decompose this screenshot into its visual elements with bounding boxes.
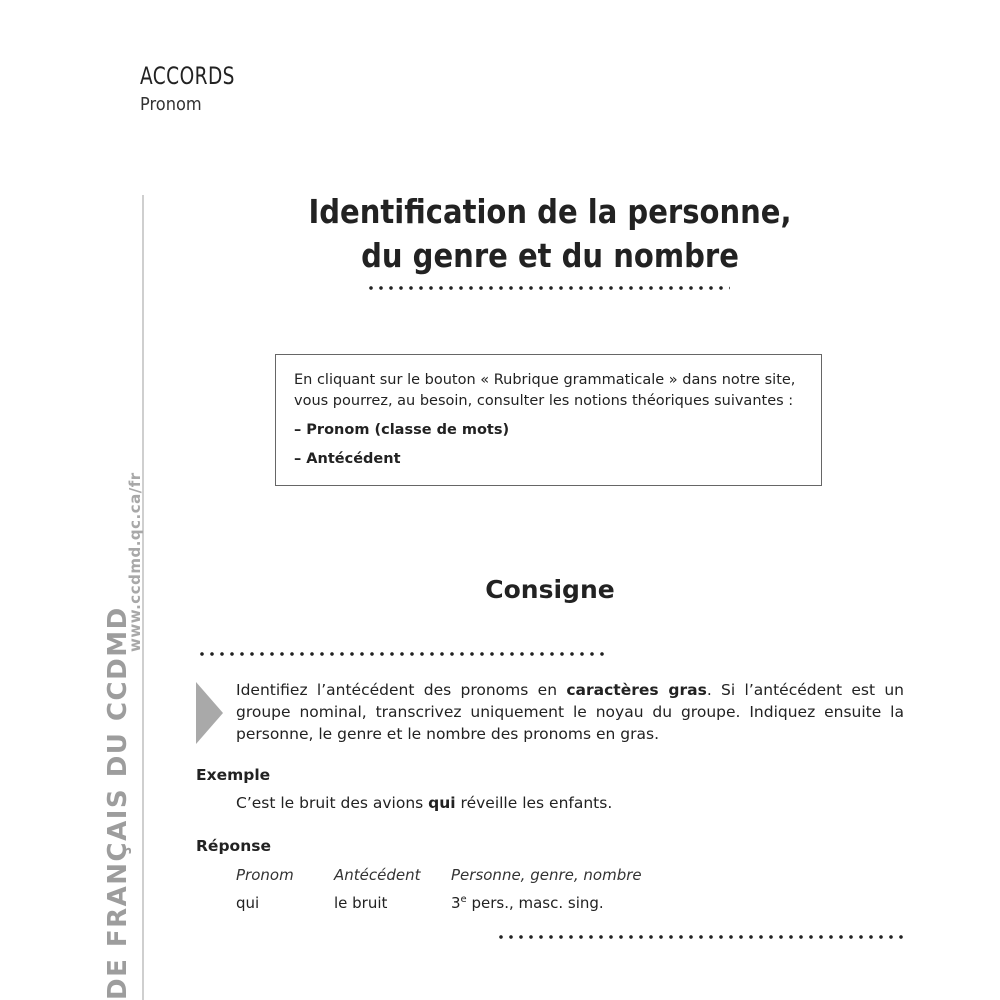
dotted-divider <box>366 286 730 290</box>
answer-header-pronoun: Pronom <box>236 866 294 884</box>
info-text-line-2: vous pourrez, au besoin, consulter les notions théoriques suivantes : <box>294 393 794 409</box>
page-title <box>200 190 900 278</box>
answer-antecedent: le bruit <box>334 894 388 912</box>
instructions-bold: caractères gras <box>566 681 707 699</box>
section-subcategory: Pronom <box>140 94 202 115</box>
grammar-reference-box <box>275 354 822 486</box>
answer-label: Réponse <box>196 837 271 855</box>
triangle-marker-icon <box>196 682 223 744</box>
answer-person-suffix: e <box>460 894 467 905</box>
answer-header-person: Personne, genre, nombre <box>451 866 642 884</box>
side-url: www.ccdmd.qc.ca/fr <box>126 472 144 652</box>
instructions-text <box>236 679 904 745</box>
page-title-line-1: Identification de la personne, <box>308 192 792 231</box>
instructions-part-1: Identifiez l’antécédent des pronoms en <box>236 681 567 699</box>
example-before: C’est le bruit des avions <box>236 794 429 812</box>
dotted-divider <box>197 652 609 656</box>
dotted-divider <box>496 935 904 939</box>
instructions-part-2: . Si l’antécédent est un groupe nominal, transcrivez uniquement le noyau du groupe. Indiquez ensuite la personne, le genre et le nombre des pronoms en gras. <box>236 681 905 743</box>
info-list-item: – Pronom (classe de mots) <box>294 422 510 438</box>
consigne-heading: Consigne <box>485 575 615 604</box>
side-brand: DE FRANÇAIS DU CCDMD <box>103 606 133 1000</box>
section-category: ACCORDS <box>140 62 235 90</box>
example-sentence <box>236 794 612 812</box>
page-title-line-2: du genre et du nombre <box>361 236 739 275</box>
example-label: Exemple <box>196 766 271 784</box>
answer-pronoun: qui <box>236 894 260 912</box>
answer-person-gender-number <box>451 894 604 912</box>
answer-header-antecedent: Antécédent <box>334 866 421 884</box>
example-after: réveille les enfants. <box>455 794 613 812</box>
answer-person-rest: pers., masc. sing. <box>466 894 604 912</box>
info-list-item: – Antécédent <box>294 451 401 467</box>
example-pronoun: qui <box>428 794 456 812</box>
answer-person-number: 3 <box>451 894 461 912</box>
info-text-line-1: En cliquant sur le bouton « Rubrique grammaticale » dans notre site, <box>294 372 796 388</box>
